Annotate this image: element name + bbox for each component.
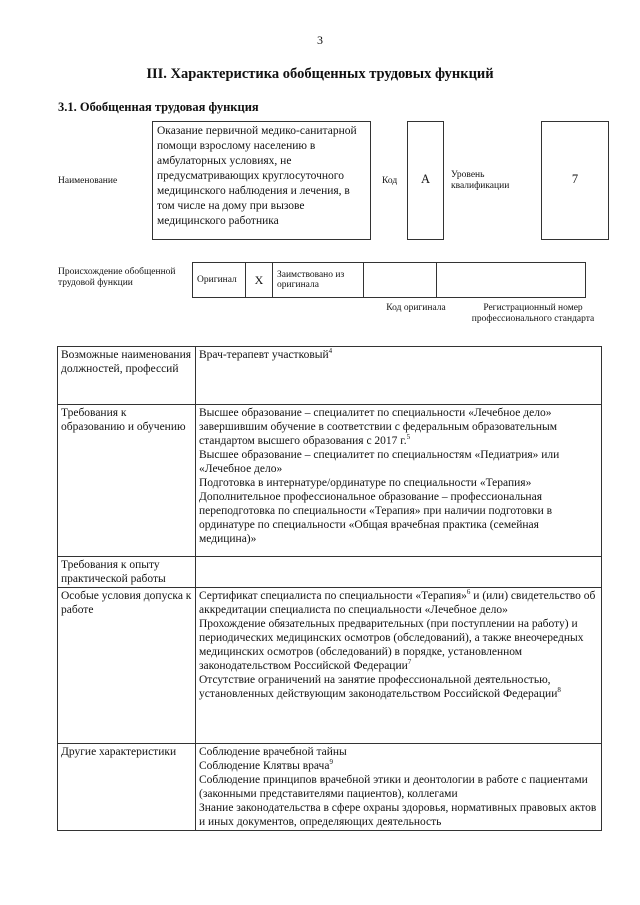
row-line bbox=[199, 348, 598, 362]
table-row bbox=[58, 405, 602, 557]
level-value: 7 bbox=[571, 172, 579, 186]
origin-label: Происхождение обобщенной трудовой функции bbox=[58, 267, 176, 288]
reg-number-cell bbox=[437, 263, 586, 298]
borrowed-label: Заимствовано из оригинала bbox=[273, 263, 364, 298]
requirements-table bbox=[57, 346, 602, 831]
row-line-text: Дополнительное профессиональное образование – профессиональная переподготовка по специальности «Терапия» при наличии подготовки в ординатуре по специальности «Общая врачебная практика (семейная медицина)» bbox=[199, 491, 553, 545]
footnote-ref: 6 bbox=[466, 588, 471, 597]
row-value bbox=[196, 405, 602, 557]
table-row bbox=[58, 588, 602, 744]
original-mark: Х bbox=[246, 263, 273, 298]
row-line-text: Прохождение обязательных предварительных (при поступлении на работу) и периодических медицинских осмотров (обследований), а также внеочередных медицинских осмотров (обследований) в порядке, установленном законодательством Российской Федерации bbox=[199, 618, 584, 672]
row-line bbox=[199, 801, 598, 829]
subsection-title: 3.1. Обобщенная трудовая функция bbox=[58, 100, 259, 114]
row-line-text: Высшее образование – специалитет по специальности «Лечебное дело» завершившим обучение в соответствии с федеральным образовательным стандартом высшего образования с 2017 г. bbox=[199, 407, 558, 447]
page-number: 3 bbox=[317, 33, 323, 47]
table-row bbox=[58, 347, 602, 405]
row-label: Возможные наименования должностей, профессий bbox=[58, 347, 196, 405]
row-line bbox=[199, 617, 598, 673]
table-row bbox=[58, 744, 602, 831]
row-line bbox=[199, 490, 598, 546]
footnote-ref: 5 bbox=[406, 433, 411, 442]
row-line-text: Врач-терапевт участковый bbox=[199, 349, 329, 361]
row-line bbox=[199, 673, 598, 701]
original-code-cell bbox=[364, 263, 437, 298]
footnote-ref: 4 bbox=[328, 347, 333, 356]
code-value: А bbox=[420, 172, 431, 186]
section-title: III. Характеристика обобщенных трудовых функций bbox=[146, 66, 494, 82]
code-caption: Код оригинала bbox=[386, 303, 446, 313]
name-label: Наименование bbox=[58, 176, 118, 186]
row-line bbox=[199, 406, 598, 448]
original-label: Оригинал bbox=[193, 263, 246, 298]
row-line-text: Отсутствие ограничений на занятие профессиональной деятельностью, установленных действующим законодательством Российской Федерации bbox=[199, 674, 558, 700]
level-box bbox=[541, 121, 609, 240]
row-value bbox=[196, 588, 602, 744]
row-line-text: Сертификат специалиста по специальности «Терапия» bbox=[199, 590, 467, 602]
row-value bbox=[196, 347, 602, 405]
code-label: Код bbox=[382, 176, 398, 186]
row-line-text: Соблюдение принципов врачебной этики и деонтологии в работе с пациентами (законными представителями пациентов), коллегами bbox=[199, 774, 588, 800]
row-line-text: Подготовка в интернатуре/ординатуре по специальности «Терапия» bbox=[199, 477, 532, 489]
name-value: Оказание первичной медико-санитарной помощи взрослому населению в амбулаторных условиях, не предусматривающих круглосуточного медицинского наблюдения и лечения, в том числе на дому при вызове медицинского работника bbox=[152, 121, 371, 240]
row-label: Особые условия допуска к работе bbox=[58, 588, 196, 744]
row-label: Требования к опыту практической работы bbox=[58, 557, 196, 588]
footnote-ref: 8 bbox=[557, 686, 561, 695]
table-row bbox=[58, 557, 602, 588]
row-line bbox=[199, 448, 598, 476]
row-line-text: Соблюдение врачебной тайны bbox=[199, 746, 347, 758]
row-line bbox=[199, 773, 598, 801]
origin-table bbox=[192, 262, 586, 298]
level-label: Уровень квалификации bbox=[451, 170, 510, 191]
row-label: Требования к образованию и обучению bbox=[58, 405, 196, 557]
footnote-ref: 7 bbox=[407, 658, 412, 667]
footnote-ref: 9 bbox=[329, 758, 333, 767]
reg-caption: Регистрационный номер профессионального стандарта bbox=[471, 303, 595, 324]
row-value bbox=[196, 557, 602, 588]
row-label: Другие характеристики bbox=[58, 744, 196, 831]
code-box bbox=[407, 121, 444, 240]
row-line bbox=[199, 589, 598, 617]
row-line bbox=[199, 476, 598, 490]
row-line-text: Высшее образование – специалитет по специальностям «Педиатрия» или «Лечебное дело» bbox=[199, 449, 560, 475]
row-line-text: Знание законодательства в сфере охраны здоровья, нормативных правовых актов и иных документов, определяющих деятельность bbox=[199, 802, 597, 828]
row-value bbox=[196, 744, 602, 831]
row-line bbox=[199, 745, 598, 759]
row-line-tail: и (или) свидетельство об аккредитации специалиста по специальности «Лечебное дело» bbox=[199, 590, 596, 616]
row-line-text: Соблюдение Клятвы врача bbox=[199, 760, 330, 772]
row-line bbox=[199, 759, 598, 773]
